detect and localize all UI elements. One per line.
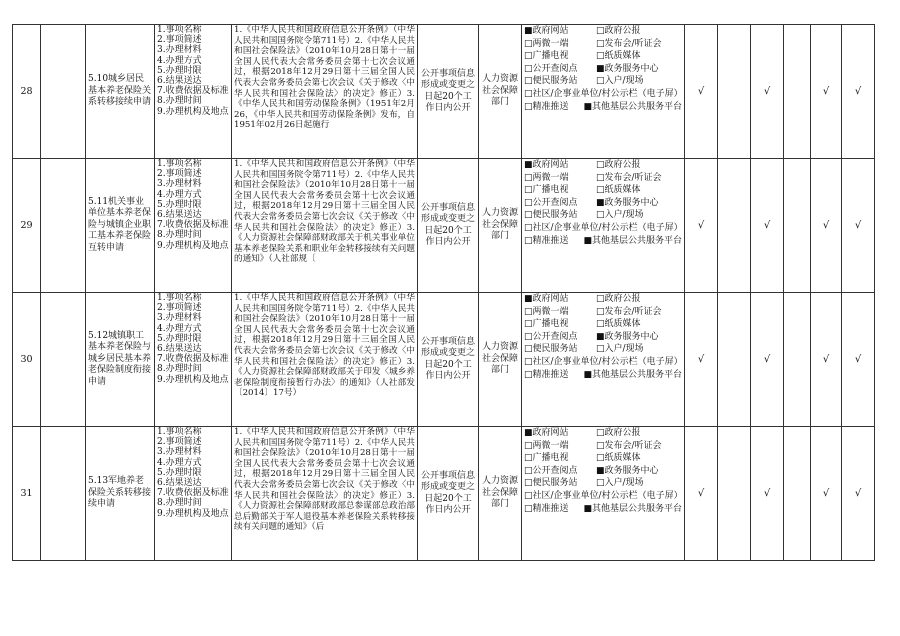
channel-option: □公开查阅点 [524, 197, 578, 208]
channel-option: □发布会/听证会 [596, 306, 662, 317]
channel-line [524, 440, 682, 453]
channel-line: □社区/企事业单位/村公示栏（电子屏） [524, 88, 683, 99]
channel-line [524, 503, 682, 516]
basis-cell [232, 159, 418, 293]
channel-option: □政府公报 [596, 428, 641, 438]
element-item: 6.结果送达 [157, 210, 202, 221]
element-item: 1.事项名称 [157, 25, 202, 35]
element-item: 4.办理方式 [157, 55, 202, 66]
element-item: 7.收费依据及标准 [157, 488, 229, 499]
blank-cell [41, 159, 86, 293]
check-mark: √ [685, 25, 718, 159]
element-item: 9.办理机构及地点 [157, 106, 229, 117]
channel-option: ■政府网站 [524, 428, 569, 438]
channel-option: □广播电视 [524, 319, 569, 330]
legal-basis: 1.《中华人民共和国政府信息公开条例》（中华人民共和国国务院令第711号）2.《中华人民共和国社会保险法》（2010年10月28日第十一届全国人民代表大会常务委员会第十七次会议通过，根据2018年12月29日第十三届全国人民代表大会常务委员会第七次会议《关于修改〈中华人民共和国社会保险法〉的决定》修正）3.《中华人民共和国劳动保险条例》（1951年2月26，《中华人民共和国劳动保险条例》发布，自1951年02月26日起施行 [234, 25, 415, 131]
check-mark [718, 427, 751, 561]
element-item: 8.办理时间 [157, 230, 202, 241]
element-item: 9.办理机构及地点 [157, 374, 229, 385]
element-item: 7.收费依据及标准 [157, 354, 229, 365]
check-mark: √ [751, 25, 784, 159]
channel-option: ■其他基层公共服务平台 [583, 235, 682, 246]
check-mark [718, 159, 751, 293]
channel-line [524, 427, 682, 440]
element-item: 2.事项简述 [157, 35, 202, 46]
element-item: 3.办理材料 [157, 313, 202, 324]
channel-line [524, 369, 682, 382]
channel-option: □政府公报 [596, 294, 641, 304]
check-mark: √ [751, 427, 784, 561]
channel-option: □纸质媒体 [596, 185, 641, 196]
item-name: 5.10城乡居民基本养老保险关系转移接续申请 [86, 25, 155, 159]
row-number: 28 [13, 25, 41, 159]
check-mark [784, 25, 811, 159]
channel-line [524, 38, 682, 51]
channel-option: □发布会/听证会 [596, 440, 662, 451]
channel-option: □纸质媒体 [596, 51, 641, 62]
check-mark: √ [811, 293, 842, 427]
channel-option: □两微一端 [524, 440, 569, 451]
check-mark: √ [842, 427, 875, 561]
disclosure-elements [155, 427, 232, 561]
item-name: 5.13军地养老保险关系转移接续申请 [86, 427, 155, 561]
element-item: 3.办理材料 [157, 179, 202, 190]
element-item: 5.办理时限 [157, 333, 202, 344]
disclosure-elements [155, 293, 232, 427]
check-mark [718, 293, 751, 427]
channel-option: □入户/现场 [596, 76, 644, 87]
row-number: 30 [13, 293, 41, 427]
channel-option: □两微一端 [524, 38, 569, 49]
responsible-department: 人力资源社会保障部门 [479, 293, 522, 427]
element-item: 2.事项简述 [157, 303, 202, 314]
channel-option: ■政务服务中心 [596, 63, 659, 74]
check-mark [784, 159, 811, 293]
blank-cell [41, 25, 86, 159]
channel-option: □纸质媒体 [596, 319, 641, 330]
channel-line [524, 343, 682, 356]
channel-line [524, 306, 682, 319]
channel-option: □便民服务站 [524, 76, 578, 87]
channel-option: □发布会/听证会 [596, 38, 662, 49]
disclosure-period: 公开事项信息形成或变更之日起20个工作日内公开 [418, 427, 479, 561]
channel-line [524, 172, 682, 185]
disclosure-period: 公开事项信息形成或变更之日起20个工作日内公开 [418, 25, 479, 159]
element-item: 8.办理时间 [157, 96, 202, 107]
element-item: 1.事项名称 [157, 427, 202, 437]
disclosure-period: 公开事项信息形成或变更之日起20个工作日内公开 [418, 293, 479, 427]
channel-line [524, 465, 682, 478]
channel-line [524, 452, 682, 465]
channel-option: □入户/现场 [596, 344, 644, 355]
element-item: 2.事项简述 [157, 169, 202, 180]
check-mark: √ [811, 159, 842, 293]
disclosure-table [12, 24, 875, 561]
element-item: 6.结果送达 [157, 76, 202, 87]
element-item: 3.办理材料 [157, 45, 202, 56]
check-mark: √ [842, 25, 875, 159]
row-number: 31 [13, 427, 41, 561]
channel-option: ■政务服务中心 [596, 197, 659, 208]
channel-option: □便民服务站 [524, 478, 578, 489]
element-item: 1.事项名称 [157, 159, 202, 169]
basis-cell [232, 427, 418, 561]
channel-option: □广播电视 [524, 51, 569, 62]
channel-line [524, 159, 682, 172]
channel-option: ■其他基层公共服务平台 [583, 369, 682, 380]
channel-line [524, 235, 682, 248]
element-item: 5.办理时限 [157, 65, 202, 76]
channel-option: □精准推送 [524, 503, 569, 514]
channel-option: ■政府网站 [524, 26, 569, 36]
element-item: 9.办理机构及地点 [157, 240, 229, 251]
legal-basis: 1.《中华人民共和国政府信息公开条例》（中华人民共和国国务院令第711号）2.《中华人民共和国社会保险法》（2010年10月28日第十一届全国人民代表大会常务委员会第十七次会议通过，根据2018年12月29日第十三届全国人民代表大会常务委员会第七次会议《关于修改〈中华人民共和国社会保险法〉的决定》修正）3.《人力资源社会保障部财政部关于印发〈城乡养老保险制度衔接暂行办法〉的通知》（人社部发〔2014〕17号） [234, 293, 415, 399]
channel-line: □社区/企事业单位/村公示栏（电子屏） [524, 356, 683, 367]
channel-line [524, 101, 682, 114]
element-item: 6.结果送达 [157, 344, 202, 355]
element-item: 1.事项名称 [157, 293, 202, 303]
channel-option: ■其他基层公共服务平台 [583, 101, 682, 112]
table-row [13, 25, 875, 159]
disclosure-elements [155, 25, 232, 159]
channel-line [524, 209, 682, 222]
channel-line [524, 318, 682, 331]
check-mark [784, 427, 811, 561]
channel-line [524, 184, 682, 197]
legal-basis: 1.《中华人民共和国政府信息公开条例》（中华人民共和国国务院令第711号）2.《中华人民共和国社会保险法》（2010年10月28日第十一届全国人民代表大会常务委员会第十七次会议通过，根据2018年12月29日第十三届全国人民代表大会常务委员会第七次会议《关于修改〈中华人民共和国社会保险法〉的决定》修正）3.《人力资源社会保障部财政部总参谋部总政治部总后勤部关于军人退役基本养老保险关系转移接续有关问题的通知》（后 [234, 427, 415, 533]
check-mark: √ [842, 159, 875, 293]
channel-line [524, 63, 682, 76]
blank-cell [41, 427, 86, 561]
channel-line: □社区/企事业单位/村公示栏（电子屏） [524, 490, 683, 501]
check-mark [718, 25, 751, 159]
row-number: 29 [13, 159, 41, 293]
check-mark: √ [811, 25, 842, 159]
channel-option: ■政务服务中心 [596, 465, 659, 476]
element-item: 4.办理方式 [157, 457, 202, 468]
channel-option: □精准推送 [524, 369, 569, 380]
basis-cell [232, 293, 418, 427]
disclosure-channels [522, 25, 685, 159]
channel-option: □发布会/听证会 [596, 172, 662, 183]
channel-option: □公开查阅点 [524, 63, 578, 74]
disclosure-channels [522, 427, 685, 561]
table-row [13, 159, 875, 293]
responsible-department: 人力资源社会保障部门 [479, 427, 522, 561]
table-row [13, 427, 875, 561]
channel-option: ■政府网站 [524, 160, 569, 170]
channel-option: □政府公报 [596, 160, 641, 170]
channel-option: □便民服务站 [524, 344, 578, 355]
channel-option: ■政府网站 [524, 294, 569, 304]
channel-option: □精准推送 [524, 101, 569, 112]
channel-option: □两微一端 [524, 306, 569, 317]
element-item: 8.办理时间 [157, 498, 202, 509]
check-mark: √ [685, 159, 718, 293]
element-item: 9.办理机构及地点 [157, 508, 229, 519]
channel-line [524, 25, 682, 38]
disclosure-channels [522, 159, 685, 293]
element-item: 4.办理方式 [157, 323, 202, 334]
channel-line [524, 293, 682, 306]
channel-option: □入户/现场 [596, 210, 644, 221]
element-item: 6.结果送达 [157, 478, 202, 489]
element-item: 5.办理时限 [157, 467, 202, 478]
element-item: 2.事项简述 [157, 437, 202, 448]
element-item: 3.办理材料 [157, 447, 202, 458]
check-mark: √ [842, 293, 875, 427]
channel-option: □广播电视 [524, 185, 569, 196]
element-item: 4.办理方式 [157, 189, 202, 200]
responsible-department: 人力资源社会保障部门 [479, 159, 522, 293]
channel-option: □广播电视 [524, 453, 569, 464]
element-item: 8.办理时间 [157, 364, 202, 375]
channel-option: □纸质媒体 [596, 453, 641, 464]
element-item: 7.收费依据及标准 [157, 220, 229, 231]
check-mark [784, 293, 811, 427]
element-item: 7.收费依据及标准 [157, 86, 229, 97]
channel-option: □公开查阅点 [524, 465, 578, 476]
basis-cell [232, 25, 418, 159]
disclosure-elements [155, 159, 232, 293]
channel-option: □政府公报 [596, 26, 641, 36]
channel-line [524, 197, 682, 210]
channel-option: □入户/现场 [596, 478, 644, 489]
element-item: 5.办理时限 [157, 199, 202, 210]
check-mark: √ [685, 293, 718, 427]
channel-line [524, 50, 682, 63]
table-row [13, 293, 875, 427]
blank-cell [41, 293, 86, 427]
channel-line [524, 331, 682, 344]
channel-option: □公开查阅点 [524, 331, 578, 342]
channel-line: □社区/企事业单位/村公示栏（电子屏） [524, 222, 683, 233]
channel-option: □精准推送 [524, 235, 569, 246]
channel-option: ■其他基层公共服务平台 [583, 503, 682, 514]
channel-line [524, 477, 682, 490]
check-mark: √ [751, 159, 784, 293]
legal-basis: 1.《中华人民共和国政府信息公开条例》（中华人民共和国国务院令第711号）2.《中华人民共和国社会保险法》（2010年10月28日第十一届全国人民代表大会常务委员会第十七次会议通过，根据2018年12月29日第十三届全国人民代表大会常务委员会第七次会议《关于修改〈中华人民共和国社会保险法〉的决定》修正）3.《人力资源社会保障部财政部关于机关事业单位基本养老保险关系和职业年金转移接续有关问题的通知》（人社部规〔 [234, 159, 415, 265]
channel-line [524, 75, 682, 88]
disclosure-period: 公开事项信息形成或变更之日起20个工作日内公开 [418, 159, 479, 293]
channel-option: □便民服务站 [524, 210, 578, 221]
channel-option: ■政务服务中心 [596, 331, 659, 342]
check-mark: √ [751, 293, 784, 427]
item-name: 5.11机关事业单位基本养老保险与城镇企业职工基本养老保险互转申请 [86, 159, 155, 293]
check-mark: √ [685, 427, 718, 561]
channel-option: □两微一端 [524, 172, 569, 183]
disclosure-channels [522, 293, 685, 427]
responsible-department: 人力资源社会保障部门 [479, 25, 522, 159]
item-name: 5.12城镇职工基本养老保险与城乡居民基本养老保险制度衔接申请 [86, 293, 155, 427]
check-mark: √ [811, 427, 842, 561]
